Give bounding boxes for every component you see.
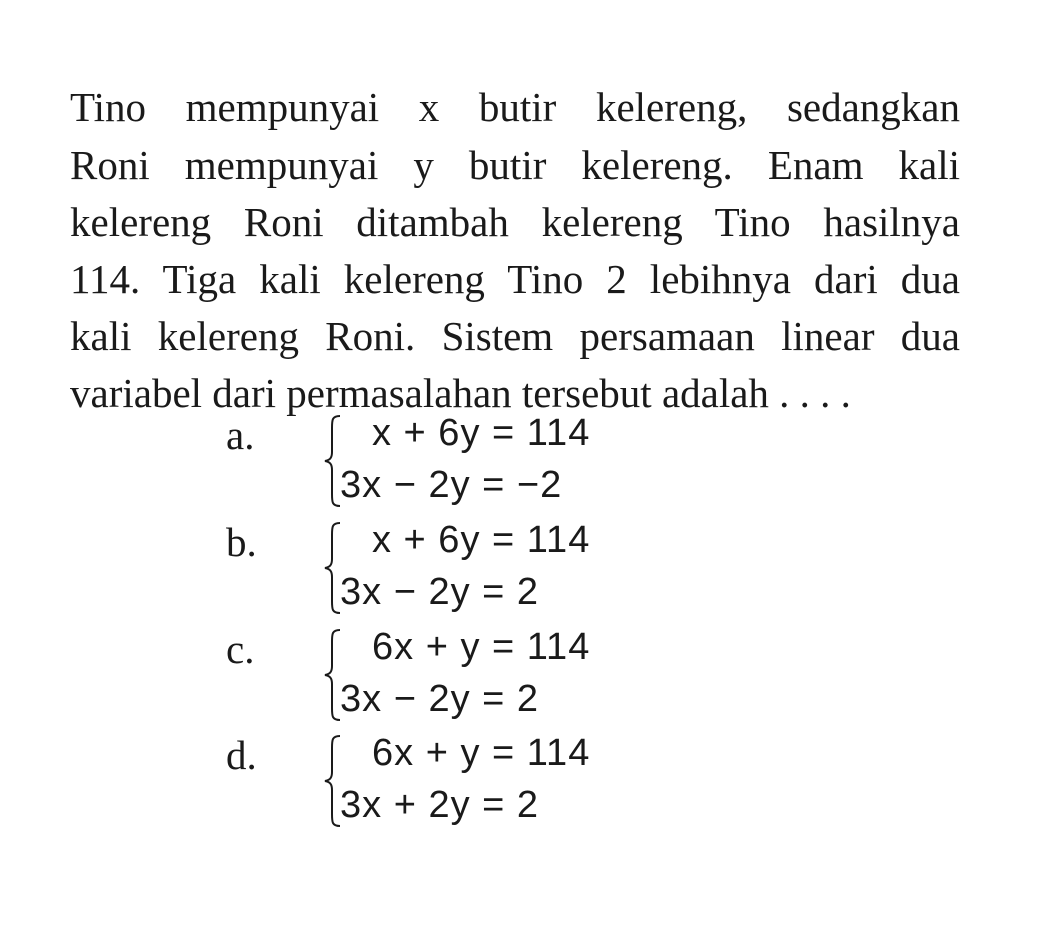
question-line: Roni mempunyai y butir kelereng. Enam kali [70, 142, 960, 188]
option-letter: c. [226, 626, 255, 672]
equation-2: 3x + 2y = 2 [340, 784, 540, 826]
question-line: Tino mempunyai x butir kelereng, sedangkan [70, 84, 960, 130]
equation-1: x + 6y = 114 [372, 412, 591, 454]
question-line: kali kelereng Roni. Sistem persamaan linear dua [70, 313, 960, 359]
equation-2: 3x − 2y = 2 [340, 678, 540, 720]
equation-1: x + 6y = 114 [372, 519, 591, 561]
option-letter: d. [226, 732, 257, 778]
question-line: variabel dari permasalahan tersebut adalah . . . . [70, 370, 851, 416]
equation-1: 6x + y = 114 [372, 626, 591, 668]
option-letter: b. [226, 519, 257, 565]
question-line: kelereng Roni ditambah kelereng Tino hasilnya [70, 199, 960, 245]
equation-2: 3x − 2y = 2 [340, 571, 540, 613]
question-line: 114. Tiga kali kelereng Tino 2 lebihnya dari dua [70, 256, 960, 302]
equation-1: 6x + y = 114 [372, 732, 591, 774]
option-letter: a. [226, 412, 255, 458]
equation-2: 3x − 2y = −2 [340, 464, 563, 506]
